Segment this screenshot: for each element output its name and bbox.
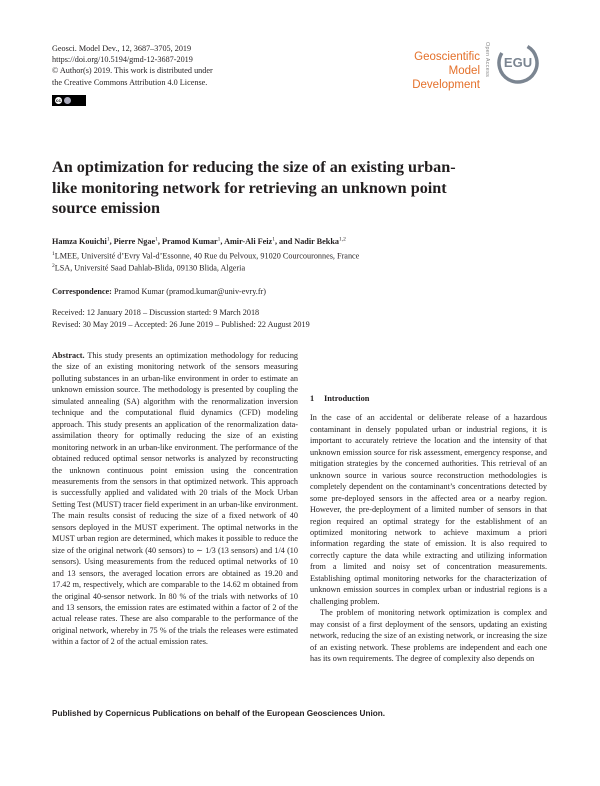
author: Pierre Ngae$^1$, [113, 236, 162, 246]
publisher-footer: Published by Copernicus Publications on behalf of the European Geosciences Union. [52, 709, 386, 718]
article-metadata [52, 43, 213, 88]
intro-paragraph-1: In the case of an accidental or deliberate release of a hazardous contaminant in densely populated urban or industrial regions, it is important to accurately retrieve the location and the intensity of that unknown emission source for risk assessment, emergency response, and mitigation strategies by the concerned authorities. This retrieval of an unknown source in various source reconstruction methodologies is completely dependent on the contaminant’s concentrations detected by some pre-deployed sensors in the affected area or a nearby region. However, the pre-deployment of a limited number of sensors in that region required an optimal strategy for the establishment of an optimized monitoring network to achieve maximum a priori information regarding the state of emission. It is also required to correctly capture the data while extracting and utilizing information from a limited and noisy set of concentration measurements. Establishing optimal monitoring networks for the characterization of unknown emission sources in complex urban or industrial regions is a challenging problem. [310, 413, 547, 606]
egu-logo-icon [495, 40, 541, 86]
journal-name-line2: Model Development [412, 65, 480, 91]
author: Nadir Bekka$^{1,2}$ [294, 236, 346, 246]
affiliation: $^2$LSA, Université Saad Dahlab-Blida, 09130 Blida, Algeria [52, 263, 246, 273]
author: Pramod Kumar$^1$, [161, 236, 225, 246]
correspondence-contact[interactable]: Pramod Kumar (pramod.kumar@univ-evry.fr) [113, 287, 267, 296]
cc-license-badge[interactable] [52, 95, 86, 106]
correspondence [52, 287, 266, 296]
citation: Geosci. Model Dev., 12, 3687–3705, 2019 [52, 44, 192, 53]
abstract-label: Abstract. [52, 351, 85, 360]
doi-link[interactable]: https://doi.org/10.5194/gmd-12-3687-2019 [52, 55, 193, 65]
egu-logo-text: EGU [503, 55, 533, 70]
abstract-text: This study presents an optimization methodology for reducing the size of an existing monitoring network of the sensors measuring polluting substances in an urban-like environment in order to estimate an unknown emission source. The methodology is presented by coupling the simulated annealing (SA) algorithm with the renormalization inversion technique and the computational fluid dynamics (CFD) modeling approach. This study presents an application of the renormalization data-assimilation theory for optimally reducing the size of an existing monitoring network in an urban-like environment. The performance of the obtained reduced optimal sensor networks is analyzed by reconstructing the unknown continuous point emission using the concentration measurements from the sensors in that optimized network. This approach is successfully applied and validated with 20 trials of the Mock Urban Setting Test (MUST) tracer field experiment in an urban-like environment. The main results consist of reducing the size of a fixed network of 40 sensors deployed in the MUST experiment. The optimal networks in the MUST urban region are determined, which makes it possible to reduce the size of the original network (40 sensors) to ∼ 1/3 (13 sensors) and 1/4 (10 sensors). Using measurements from the reduced optimal networks of 10 and 13 sensors, the averaged location errors are obtained as 19.20 and 17.42 m, respectively, which are comparable to the 14.62 m obtained from the original 40-sensor network. In 80 % of the trials with networks of 10 and 13 sensors, the emission rates are estimated within a factor of 2 of the actual release rates. These are also comparable to the performance of the original network, whereby in 75 % of the trials the releases were estimated within a factor of 2 of the actual emission rates. [52, 351, 299, 647]
cc-icon: cc [55, 98, 61, 103]
copyright: © Author(s) 2019. This work is distributed under [52, 66, 213, 76]
dates-line2: Revised: 30 May 2019 – Accepted: 26 June 2019 – Published: 22 August 2019 [52, 319, 310, 329]
abstract [52, 350, 298, 648]
author: Hamza Kouichi$^1$, [52, 236, 114, 246]
paper-title: An optimization for reducing the size of an existing urban-like monitoring network for retrieving an unknown point source emission [52, 158, 456, 217]
dates-line1: Received: 12 January 2018 – Discussion started: 9 March 2018 [52, 308, 260, 317]
section-heading: 1 Introduction [310, 394, 370, 403]
author-list [52, 236, 346, 246]
journal-name-line1: Geoscientific [414, 51, 480, 63]
license: the Creative Commons Attribution 4.0 License. [52, 77, 208, 87]
affiliation: $^1$LMEE, Université d’Evry Val-d’Essonne, 40 Rue du Pelvoux, 91020 Courcouronnes, France [52, 251, 360, 261]
correspondence-label: Correspondence: [52, 287, 112, 296]
author: Amir-Ali Feiz$^1$, and [224, 236, 295, 246]
publication-dates [52, 307, 310, 330]
open-access-label: Open Access [484, 42, 490, 78]
journal-logo-text [402, 50, 480, 92]
right-column [310, 385, 547, 664]
intro-paragraph-2: The problem of monitoring network optimization is complex and may consist of a first deployment of the sensors, updating an existing network, reducing the size of an existing network, or increasing the size of an existing network. These problems are independent and each one has its own requirements. The degree of complexity also depends on [310, 608, 547, 663]
cc-by-icon [64, 97, 71, 104]
